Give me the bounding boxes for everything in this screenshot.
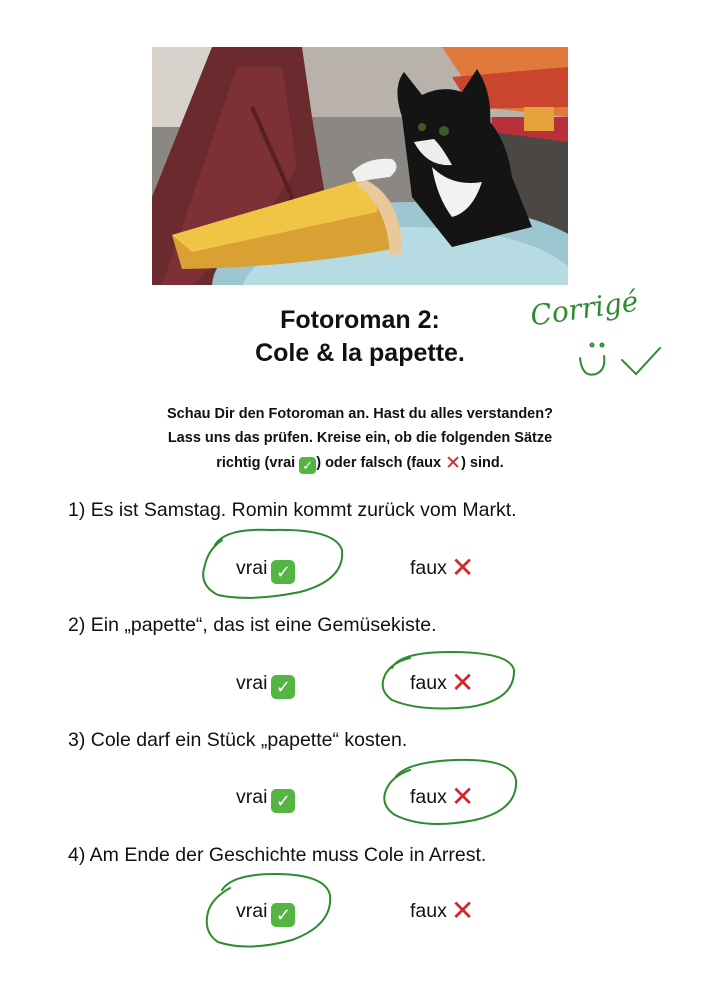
instructions-line-2: Lass uns das prüfen. Kreise ein, ob die folgenden Sätze: [167, 430, 553, 446]
q4-faux-option[interactable]: [410, 895, 475, 926]
story-photo: [152, 47, 568, 285]
check-mark-icon: ✓: [271, 903, 295, 927]
check-mark-icon: ✓: [299, 457, 316, 474]
smiley-mouth: [580, 356, 604, 375]
check-mark-icon: ✓: [271, 789, 295, 813]
cross-mark-icon: ✕: [450, 552, 475, 583]
question-1: 1) Es ist Samstag. Romin kommt zurück vom Markt.: [68, 499, 517, 521]
instructions-line-3: [100, 451, 620, 476]
check-mark-icon: ✓: [271, 560, 295, 584]
page-title-line-2: Cole & la papette.: [255, 339, 465, 367]
cross-mark-icon: ✕: [450, 667, 475, 698]
page-title-line-1: Fotoroman 2:: [280, 306, 440, 334]
q2-vrai-label: vrai: [236, 672, 268, 694]
instructions-line-1: Schau Dir den Fotoroman an. Hast du alles verstanden?: [167, 406, 553, 422]
q2-faux-label: faux: [410, 672, 447, 694]
tick-icon: [622, 348, 660, 374]
q3-vrai-option[interactable]: [236, 784, 295, 813]
instructions-line-3-part-b: ) oder falsch (faux: [316, 455, 446, 471]
q4-vrai-option[interactable]: [236, 898, 295, 927]
q1-faux-label: faux: [410, 557, 447, 579]
cross-mark-icon: ✕: [450, 781, 475, 812]
smiley-eye: [601, 344, 604, 347]
question-2: 2) Ein „papette“, das ist eine Gemüsekiste.: [68, 614, 437, 636]
q3-faux-option[interactable]: [410, 781, 475, 812]
question-3: 3) Cole darf ein Stück „papette“ kosten.: [68, 729, 408, 751]
q3-vrai-label: vrai: [236, 786, 268, 808]
q2-vrai-option[interactable]: [236, 670, 295, 699]
check-mark-icon: ✓: [271, 675, 295, 699]
q1-vrai-option[interactable]: [236, 555, 295, 584]
q4-vrai-label: vrai: [236, 900, 268, 922]
q2-faux-option[interactable]: [410, 667, 475, 698]
q1-vrai-label: vrai: [236, 557, 268, 579]
smiley-eye: [591, 344, 594, 347]
cross-mark-icon: ✕: [450, 895, 475, 926]
q3-faux-label: faux: [410, 786, 447, 808]
question-4: 4) Am Ende der Geschichte muss Cole in Arrest.: [68, 844, 487, 866]
instructions-line-3-part-a: richtig (vrai: [216, 455, 300, 471]
corrige-annotation: Corrigé: [528, 284, 641, 333]
q4-faux-label: faux: [410, 900, 447, 922]
cross-mark-icon: ✕: [445, 453, 462, 474]
instructions-line-3-part-c: ) sind.: [461, 455, 504, 471]
q1-faux-option[interactable]: [410, 552, 475, 583]
